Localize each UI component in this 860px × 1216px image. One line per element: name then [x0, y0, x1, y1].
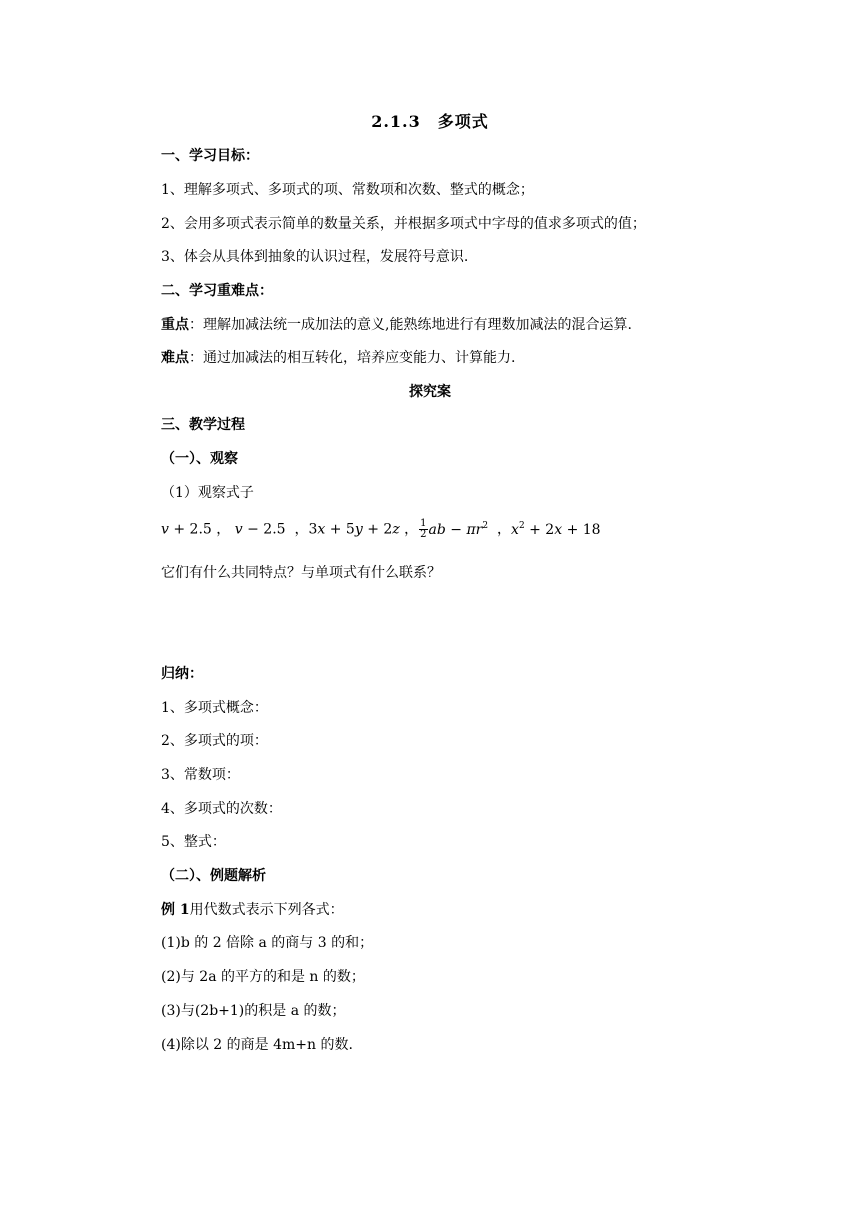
observe-item: （1）观察式子: [161, 485, 254, 501]
key-point-text: ：理解加减法统一成加法的意义,能熟练地进行有理数加减法的混合运算.: [189, 317, 632, 333]
expression-5: $x^2 + 2x + 18$: [511, 520, 601, 538]
expressions-line: v + 2.5 ， v − 2.5 ，3x + 5y + 2z ， $\frac{1}{2}$ ab − $\pi r^2$ ，$x^2 + 2x + 18$: [161, 518, 601, 540]
summary-item: 1、多项式概念：: [161, 700, 268, 716]
key-point-label: 重点: [161, 317, 189, 333]
subsection-heading-examples: （二）、例题解析: [161, 868, 266, 884]
difficult-point-text: ：通过加减法的相互转化，培养应变能力、计算能力.: [189, 350, 516, 366]
objective-item: 3、体会从具体到抽象的认识过程，发展符号意识.: [161, 249, 469, 265]
summary-item: 5、整式：: [161, 834, 226, 850]
observe-question: 它们有什么共同特点？与单项式有什么联系？: [161, 565, 441, 581]
key-point: [161, 315, 632, 335]
example-item: (1)b 的 2 倍除 a 的商与 3 的和；: [161, 935, 374, 951]
expression-2: v − 2.5: [234, 521, 286, 538]
expression-3: 3x + 5y + 2z: [308, 521, 400, 538]
inquiry-title: 探究案: [409, 384, 451, 400]
example-1: [161, 900, 344, 920]
example-item: (3)与(2b+1)的积是 a 的数；: [161, 1003, 346, 1019]
expression-1: v + 2.5: [161, 521, 212, 538]
expression-4: $\frac{1}{2}$ ab − $\pi r^2$: [420, 518, 489, 540]
summary-heading: 归纳：: [161, 666, 203, 682]
example-text: 用代数式表示下列各式：: [189, 902, 344, 918]
summary-item: 3、常数项：: [161, 767, 240, 783]
summary-item: 2、多项式的项：: [161, 733, 268, 749]
subsection-heading-observe: （一）、观察: [161, 451, 238, 467]
difficult-point-label: 难点: [161, 350, 189, 366]
example-label: 例 1: [161, 902, 190, 918]
objective-item: 2、会用多项式表示简单的数量关系，并根据多项式中字母的值求多项式的值；: [161, 216, 646, 232]
difficult-point: [161, 348, 515, 368]
page-title: 2.1.3 多项式: [371, 112, 489, 131]
section-heading-key-points: 二、学习重难点：: [161, 283, 273, 299]
section-heading-teaching-process: 三、教学过程: [161, 417, 245, 433]
example-item: (4)除以 2 的商是 4m+n 的数.: [161, 1037, 353, 1053]
section-heading-objectives: 一、学习目标：: [161, 148, 259, 164]
example-item: (2)与 2a 的平方的和是 n 的数；: [161, 969, 365, 985]
summary-item: 4、多项式的次数：: [161, 801, 282, 817]
objective-item: 1、理解多项式、多项式的项、常数项和次数、整式的概念；: [161, 182, 534, 198]
